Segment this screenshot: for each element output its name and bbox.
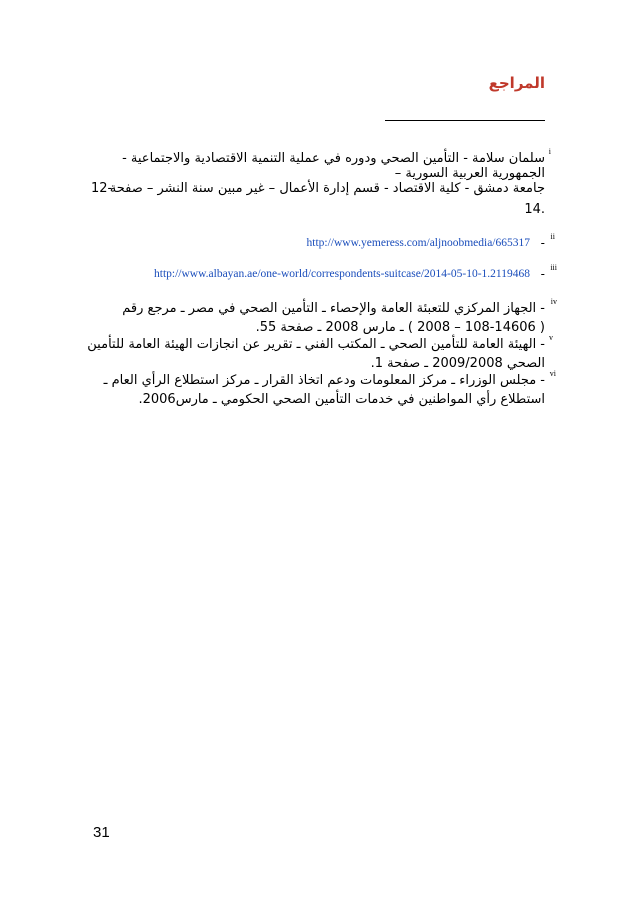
list-dash: - [540, 267, 545, 281]
reference-link[interactable]: http://www.yemeress.com/aljnoobmedia/665317 [306, 237, 530, 249]
footnote-line: - الهيئة العامة للتأمين الصحي ـ المكتب الفني ـ تقرير عن انجازات الهيئة العامة للتأمين [87, 337, 545, 352]
reference-link[interactable]: http://www.albayan.ae/one-world/correspondents-suitcase/2014-05-10-1.2119468 [154, 268, 530, 280]
footnote-line: الصحي 2009/2008 ـ صفحة 1. [370, 356, 545, 371]
footnote-marker: vi [549, 369, 556, 378]
list-dash: - [540, 236, 545, 250]
footnote-line: ( 108-14606 – 2008 ) ـ مارس 2008 ـ صفحة 55. [255, 320, 545, 335]
footnote-marker: iv [550, 297, 557, 306]
footnote-line: .14 [524, 202, 545, 217]
page-number: 31 [93, 824, 110, 841]
footnote-line: استطلاع رأي المواطنين في خدمات التأمين الصحي الحكومي ـ مارس2006. [138, 392, 545, 407]
footnote-line: جامعة دمشق - كلية الاقتصاد - قسم إدارة الأعمال – غير مبين سنة النشر – صفحة [109, 181, 545, 196]
footnote-marker: i [548, 147, 551, 156]
footnote-marker: iii [550, 263, 557, 272]
footnote-line: الجمهورية العربية السورية – [394, 166, 545, 181]
page-range: 12- [91, 181, 113, 196]
footnote-line: - مجلس الوزراء ـ مركز المعلومات ودعم اتخاذ القرار ـ مركز استطلاع الرأي العام ـ [103, 373, 545, 388]
footnote-separator [385, 120, 545, 121]
footnote-marker: v [549, 333, 553, 342]
footnote-line: سلمان سلامة - التأمين الصحي ودوره في عملية التنمية الاقتصادية والاجتماعية - [122, 151, 545, 166]
footnote-line: - الجهاز المركزي للتعبئة العامة والإحصاء ـ التأمين الصحي في مصر ـ مرجع رقم [122, 301, 545, 316]
footnote-marker: ii [550, 232, 555, 241]
references-heading: المراجع [488, 74, 545, 92]
